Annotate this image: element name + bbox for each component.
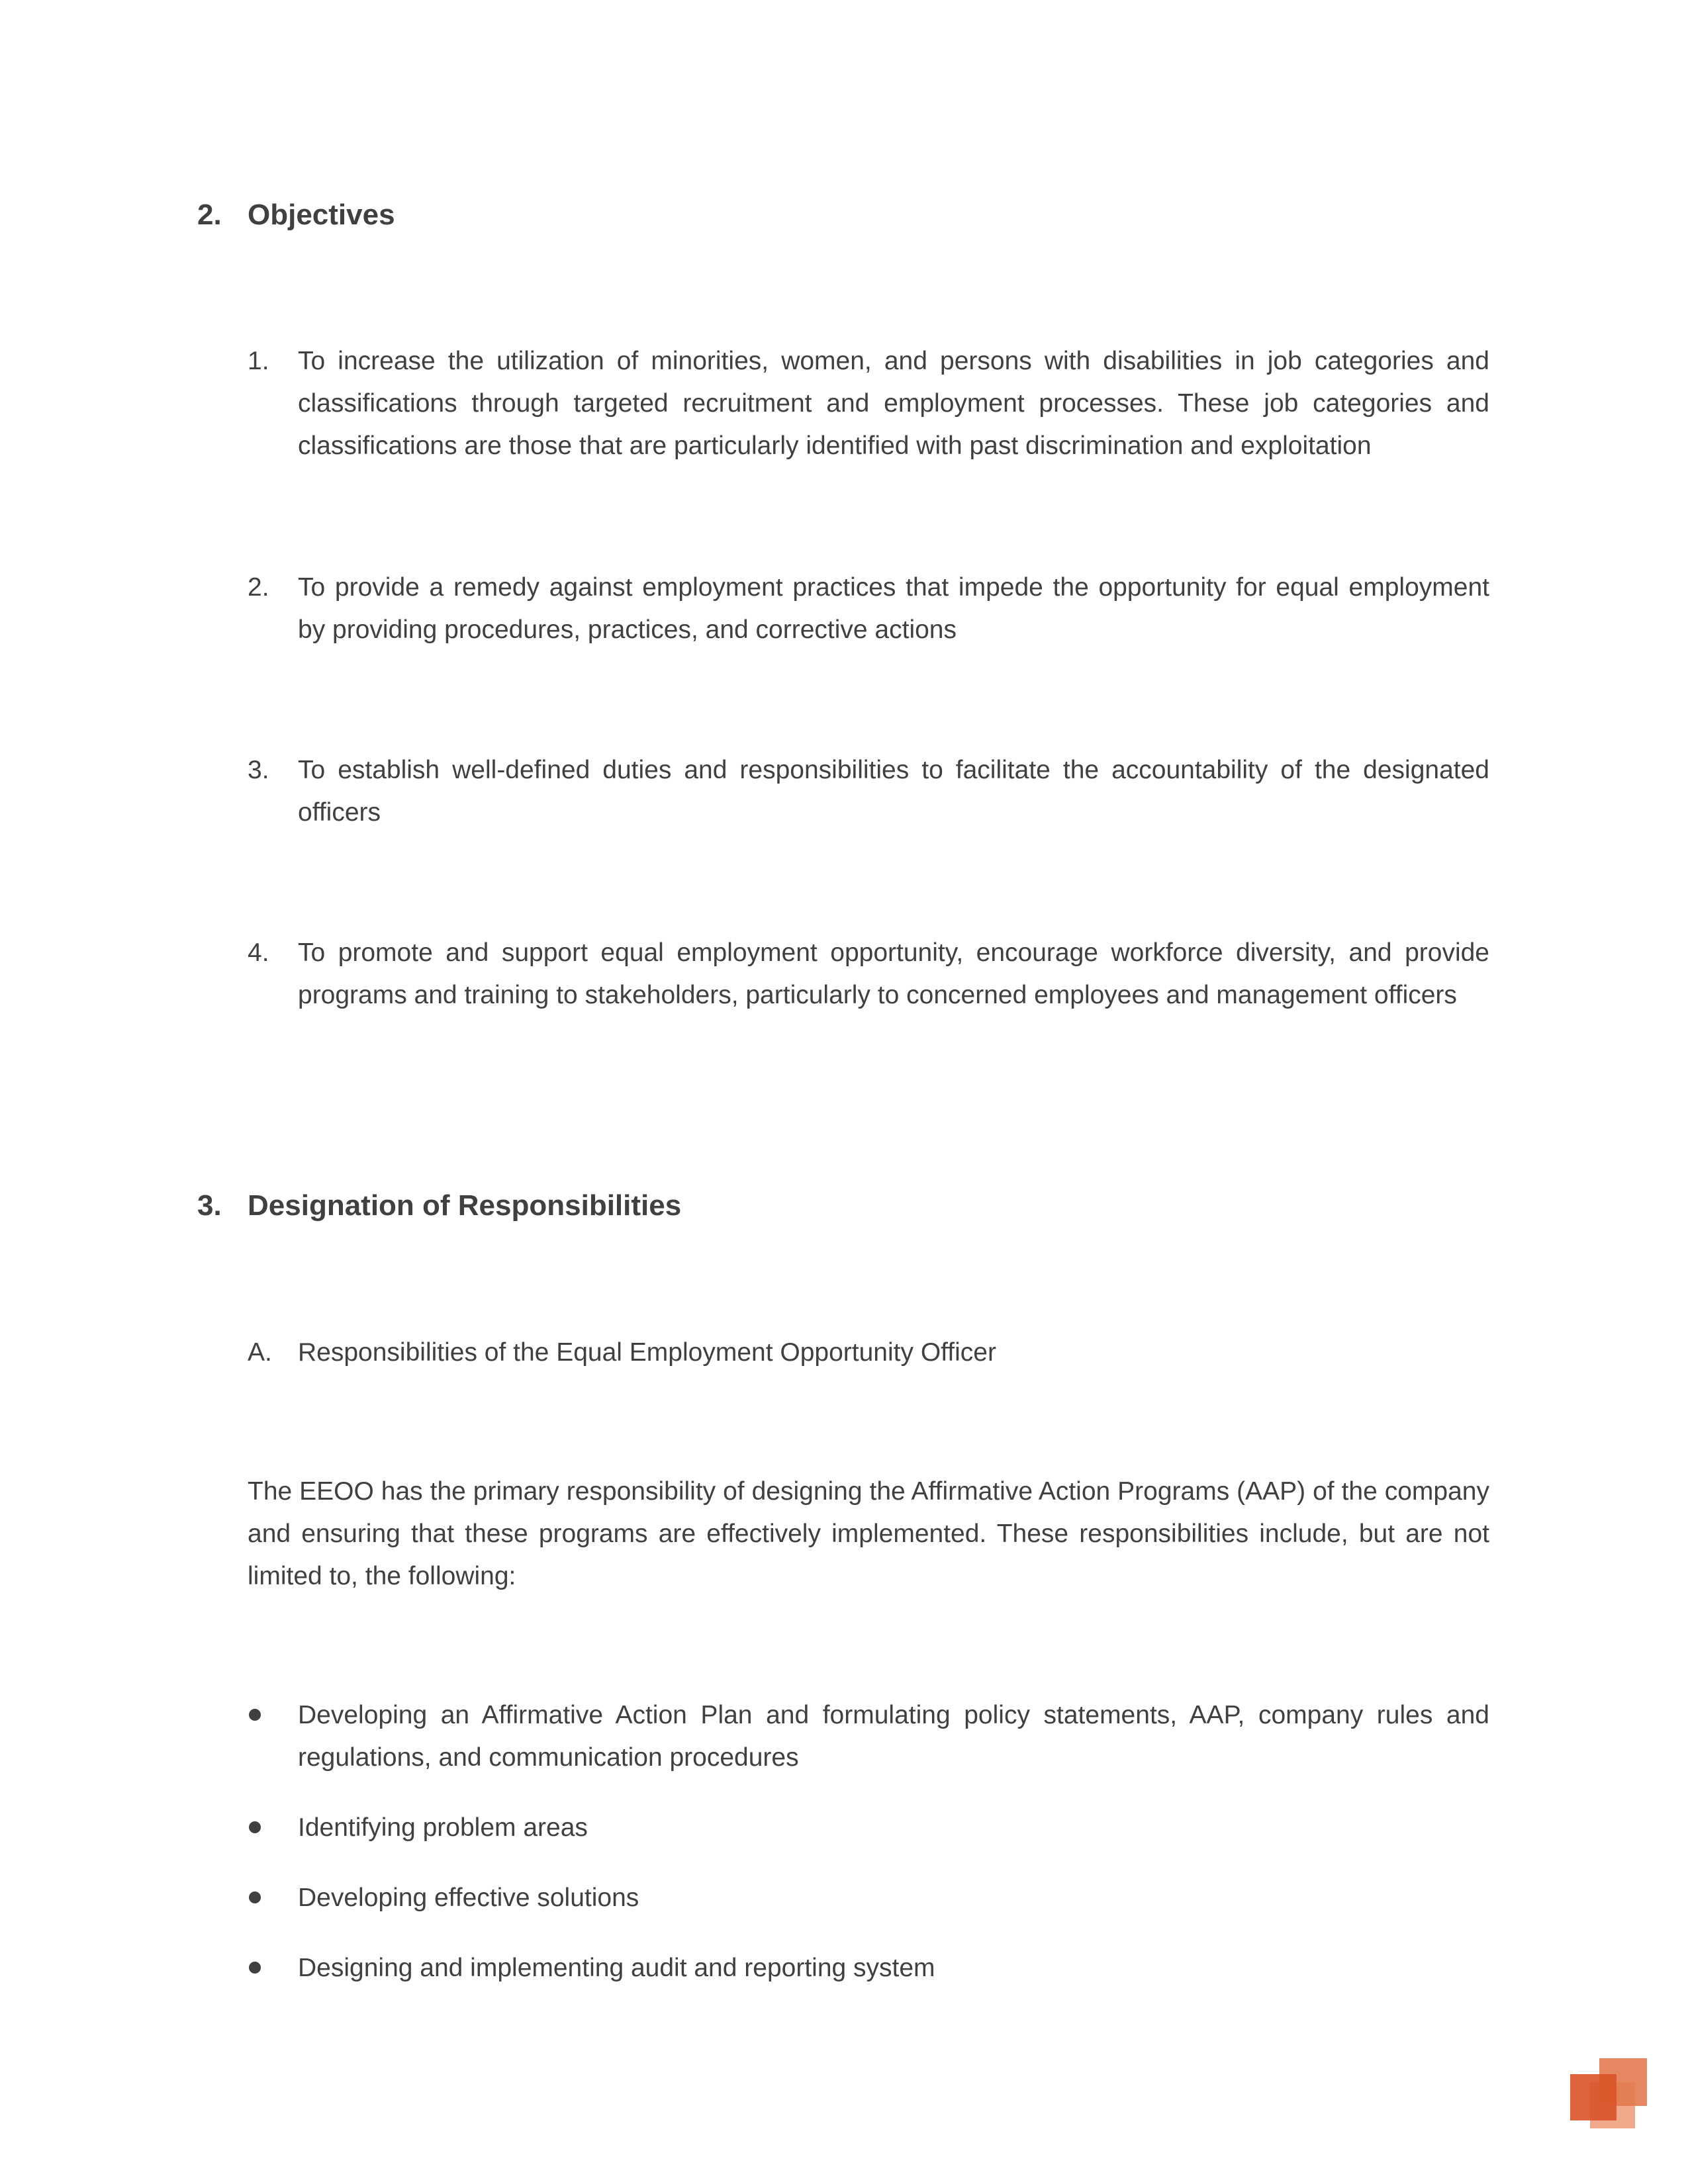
bullet-item-2 xyxy=(248,1807,1489,1849)
objective-text: To promote and support equal employment opportunity, encourage workforce diversity, and provide programs and training to stakeholders, particularly to concerned employees and management officers xyxy=(298,938,1489,1009)
bullet-icon xyxy=(249,1962,261,1974)
responsibilities-paragraph: The EEOO has the primary responsibility of designing the Affirmative Action Programs (AAP) of the company and ensuring that these programs are effectively implemented. These responsibilities include, but are not limited to, the following: xyxy=(248,1477,1489,1590)
objective-item-2 xyxy=(248,567,1489,651)
bullet-text: Identifying problem areas xyxy=(298,1813,588,1842)
objective-item-3 xyxy=(248,749,1489,834)
section-heading-objectives xyxy=(197,199,395,232)
bullet-text: Designing and implementing audit and reporting system xyxy=(298,1954,935,1982)
objective-text: To provide a remedy against employment practices that impede the opportunity for equal employment by providing procedures, practices, and corrective actions xyxy=(298,573,1489,644)
bullet-item-4 xyxy=(248,1947,1489,1989)
bullet-text: Developing effective solutions xyxy=(298,1884,639,1912)
bullet-icon xyxy=(249,1891,261,1903)
objective-item-1 xyxy=(248,340,1489,467)
bullet-item-3 xyxy=(248,1877,1489,1919)
objective-text: To establish well-defined duties and responsibilities to facilitate the accountability of the designated officers xyxy=(298,756,1489,827)
list-marker: 2. xyxy=(248,573,269,602)
section-number: 3. xyxy=(197,1189,222,1222)
overlapping-squares-logo-icon xyxy=(1570,2058,1647,2135)
section-number: 2. xyxy=(197,199,222,231)
bullet-icon xyxy=(249,1821,261,1833)
subsection-title: Responsibilities of the Equal Employment Opportunity Officer xyxy=(298,1338,996,1367)
section-heading-responsibilities xyxy=(197,1189,681,1222)
section-title: Designation of Responsibilities xyxy=(248,1189,682,1222)
list-marker: 4. xyxy=(248,938,269,967)
subsection-marker: A. xyxy=(248,1338,272,1367)
list-marker: 1. xyxy=(248,347,269,375)
list-marker: 3. xyxy=(248,756,269,784)
objective-text: To increase the utilization of minorities, women, and persons with disabilities in job categories and classifications through targeted recruitment and employment processes. These job categories and classifications are those that are particularly identified with past discrimination and exploitation xyxy=(298,347,1489,460)
bullet-item-1 xyxy=(248,1694,1489,1779)
subsection-eeoo xyxy=(248,1332,1489,1374)
objective-item-4 xyxy=(248,932,1489,1017)
bullet-icon xyxy=(249,1709,261,1721)
bullet-text: Developing an Affirmative Action Plan and formulating policy statements, AAP, company rules and regulations, and communication procedures xyxy=(298,1701,1489,1772)
section-title: Objectives xyxy=(248,199,395,231)
